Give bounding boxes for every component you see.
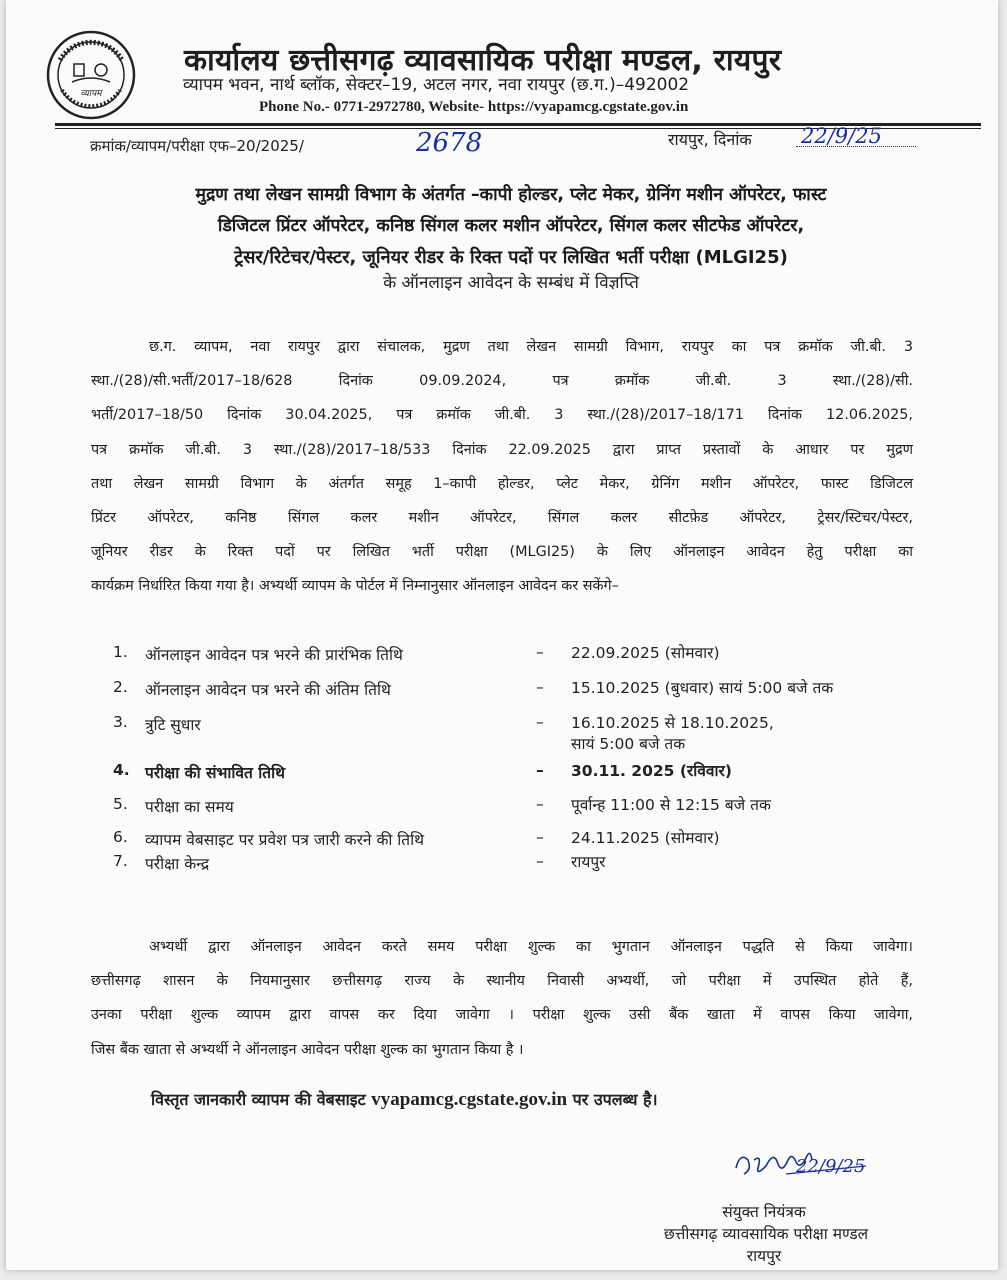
schedule-label: त्रुटि सुधार [145,716,201,734]
schedule-number: 5. [113,795,128,813]
para1-line: छ.ग. व्यापम, नवा रायपुर द्वारा संचालक, मुद्रण तथा लेखन सामग्री विभाग, रायपुर का पत्र क्रमॉक जी.बी. 3 [149,339,913,355]
schedule-number: 1. [113,643,128,661]
phone-website-line: Phone No.- 0771-2972780, Website- https://vyapamcg.cgstate.gov.in [259,99,689,115]
para2-line: छत्तीसगढ़ शासन के नियमानुसार छत्तीसगढ़ राज्य के स्थानीय निवासी अभ्यर्थी, जो परीक्षा में उपस्थित होते हैं, [91,973,913,990]
notice-subject [86,180,936,273]
schedule-value: 24.11.2025 (सोमवार) [571,829,720,847]
signatory-city: रायपुर [746,1247,782,1265]
paragraph-fee [91,930,913,1067]
schedule-dash: – [536,761,544,779]
signature-date: 22/9/25 [796,1156,866,1177]
para1-line: कार्यक्रम निर्धारित किया गया है। अभ्यर्थी व्यापम के पोर्टल में निम्नानुसार ऑनलाइन आवेदन कर सकेंगे– [91,578,619,595]
para1-line: पत्र क्रमॉक जी.बी. 3 स्था./(28)/2017–18/533 दिनांक 22.09.2025 द्वारा प्राप्त प्रस्तावों के आधार पर मुद्रण [91,441,913,458]
schedule-value-line: 16.10.2025 से 18.10.2025, [571,714,774,732]
signatory-designation: संयुक्त नियंत्रक [722,1203,806,1221]
schedule-value: 22.09.2025 (सोमवार) [571,644,720,662]
schedule-value: पूर्वान्ह 11:00 से 12:15 बजे तक [571,796,771,814]
seal-text: व्यापम [80,89,102,99]
schedule-label: परीक्षा का समय [145,798,234,816]
schedule-dash: – [536,795,544,813]
subject-line-3: ट्रेसर/रिटेचर/पेस्टर, जूनियर रीडर के रिक्त पदों पर लिखित भर्ती परीक्षा (MLGI25) [234,247,788,268]
schedule-dash: – [536,828,544,846]
schedule-value: 15.10.2025 (बुधवार) सायं 5:00 बजे तक [571,679,834,697]
schedule-dash: – [536,713,544,731]
para1-line: जूनियर रीडर के रिक्त पदों पर लिखित भर्ती परीक्षा (MLGI25) के लिए ऑनलाइन आवेदन हेतु परीक्षा का [91,544,913,561]
date-label: रायपुर, दिनांक [668,130,752,149]
para1-line: स्था./(28)/सी.भर्ती/2017–18/628 दिनांक 09.09.2024, पत्र क्रमॉक जी.बी. 3 स्था./(28)/सी. [91,373,913,390]
handwritten-date: 22/9/25 [801,124,882,148]
signatory-office: छत्तीसगढ़ व्यावसायिक परीक्षा मण्डल [663,1225,869,1243]
schedule-number: 4. [113,761,130,779]
schedule-label: ऑनलाइन आवेदन पत्र भरने की प्रारंभिक तिथि [145,646,403,664]
office-address: व्यापम भवन, नार्थ ब्लॉक, सेक्टर–19, अटल नगर, नवा रायपुर (छ.ग.)–492002 [183,75,690,95]
subject-line-1: मुद्रण तथा लेखन सामग्री विभाग के अंतर्गत –कापी होल्डर, प्लेट मेकर, ग्रेनिंग मशीन ऑपरेटर, फास्ट [195,185,827,205]
subject-line-2: डिजिटल प्रिंटर ऑपरेटर, कनिष्ठ सिंगल कलर मशीन ऑपरेटर, सिंगल कलर सीटफेड ऑपरेटर, [217,216,805,236]
para1-line: भर्ती/2017–18/50 दिनांक 30.04.2025, पत्र क्रमॉक जी.बी. 3 स्था./(28)/2017–18/171 दिनांक 12.06.2025, [91,407,913,424]
schedule-number: 3. [113,713,128,731]
website-info-prefix: विस्तृत जानकारी व्यापम की वेबसाइट [151,1090,366,1109]
schedule-value-line: सायं 5:00 बजे तक [571,735,686,753]
para1-line: प्रिंटर ऑपरेटर, कनिष्ठ सिंगल कलर मशीन ऑपरेटर, सिंगल कलर सीटफ़ेड ऑपरेटर, ट्रेसर/स्टिचर/पेस्टर, [91,509,913,526]
schedule-label: परीक्षा की संभावित तिथि [145,764,286,782]
reference-number: क्रमांक/व्यापम/परीक्षा एफ–20/2025/ [90,137,304,155]
schedule-number: 2. [113,678,128,696]
handwritten-ref-number: 2678 [416,128,483,158]
schedule-value [571,713,774,755]
schedule-value: 30.11. 2025 (रविवार) [571,762,732,780]
para2-line: उनका परीक्षा शुल्क व्यापम द्वारा वापस कर दिया जावेगा । परीक्षा शुल्क उसी बैंक खाता में वापस किया जावेगा, [91,1007,913,1024]
website-info-suffix: पर उपलब्ध है। [572,1090,658,1109]
paragraph-intro [91,330,913,604]
para2-line: अभ्यर्थी द्वारा ऑनलाइन आवेदन करते समय परीक्षा शुल्क का भुगतान ऑनलाइन पद्धति से किया जावेगा। [149,939,913,955]
schedule-dash: – [536,852,544,870]
subject-line-4: के ऑनलाइन आवेदन के सम्बंध में विज्ञप्ति [383,273,639,293]
schedule-label: परीक्षा केन्द्र [145,855,210,873]
schedule-dash: – [536,678,544,696]
schedule-label: ऑनलाइन आवेदन पत्र भरने की अंतिम तिथि [145,681,391,699]
schedule-dash: – [536,643,544,661]
schedule-label: व्यापम वेबसाइट पर प्रवेश पत्र जारी करने की तिथि [145,831,425,849]
para2-line: जिस बैंक खाता से अभ्यर्थी ने ऑनलाइन आवेदन परीक्षा शुल्क का भुगतान किया है । [91,1041,524,1058]
schedule-number: 7. [113,852,128,870]
schedule-number: 6. [113,828,128,846]
website-link[interactable]: vyapamcg.cgstate.gov.in [371,1089,568,1110]
schedule-value: रायपुर [571,853,606,871]
document-page [6,0,998,1270]
vyapam-seal-logo [46,30,136,120]
office-title: कार्यालय छत्तीसगढ़ व्यावसायिक परीक्षा मण्डल, रायपुर [184,43,782,78]
website-info-line [151,1088,658,1111]
para1-line: तथा लेखन सामग्री विभाग के अंतर्गत समूह 1–कापी होल्डर, प्लेट मेकर, ग्रेनिंग मशीन ऑपरेटर, फास्ट डिजिटल [91,475,913,492]
